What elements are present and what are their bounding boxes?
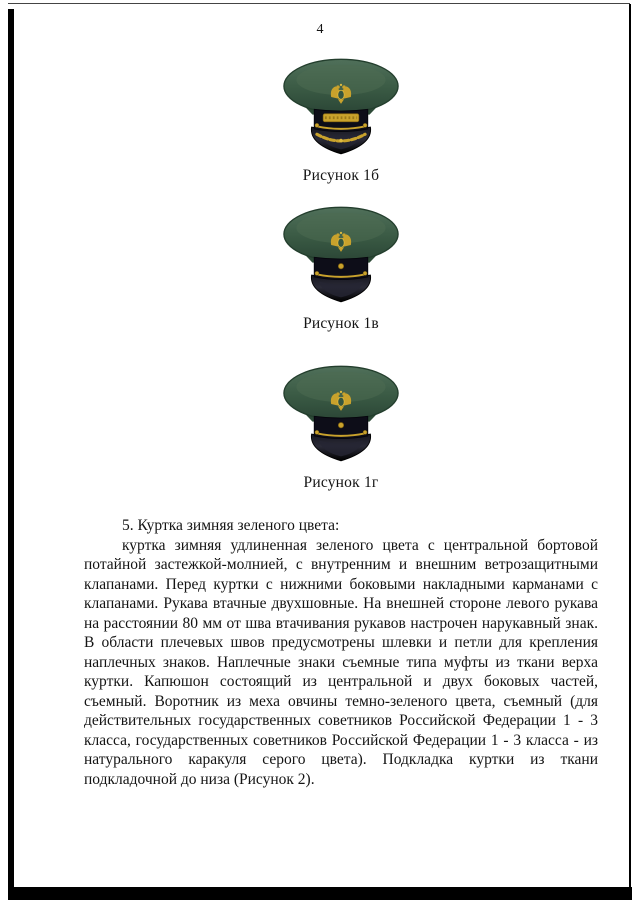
figure-1g [274,361,408,492]
scan-border-right [629,4,631,900]
figure-1b [274,54,408,185]
scan-border-left [8,9,14,900]
peaked-cap-plain-icon [274,202,408,309]
figure-caption: Рисунок 1г [303,474,379,491]
scan-border-bottom [8,887,632,900]
peaked-cap-plain-icon [274,361,408,468]
body-text [84,516,598,789]
section-paragraph: куртка зимняя удлиненная зеленого цвета с центральной бортовой потайной застежкой-молнией, с внутренним и внешним ветрозащитными клапанами. Перед куртки с нижними боковыми накладными карманами с клапанами. Рукава втачные двухшовные. На внешней стороне левого рукава на расстоянии 80 мм от шва втачивания рукавов настрочен нарукавный знак. В области плечевых швов предусмотрены шлевки и петли для крепления наплечных знаков. Наплечные знаки съемные типа муфты из ткани верха куртки. Капюшон состоящий из центральной и двух боковых частей, съемный. Воротник из меха овчины темно-зеленого цвета, съемный (для действительных государственных советников Российской Федерации 1 - 3 класса, государственных советников Российской Федерации 1 - 3 класса - из натурального каракуля серого цвета). Подкладка куртки из ткани подкладочной до низа (Рисунок 2). [84,536,598,788]
section-heading: 5. Куртка зимняя зеленого цвета: [122,517,340,534]
scan-border-top [8,3,630,4]
figures-column [84,54,598,492]
figure-caption: Рисунок 1в [303,315,379,332]
page-number: 4 [316,22,324,37]
peaked-cap-laurel-icon [274,54,408,161]
figure-caption: Рисунок 1б [302,167,380,184]
figure-1v [274,202,408,333]
